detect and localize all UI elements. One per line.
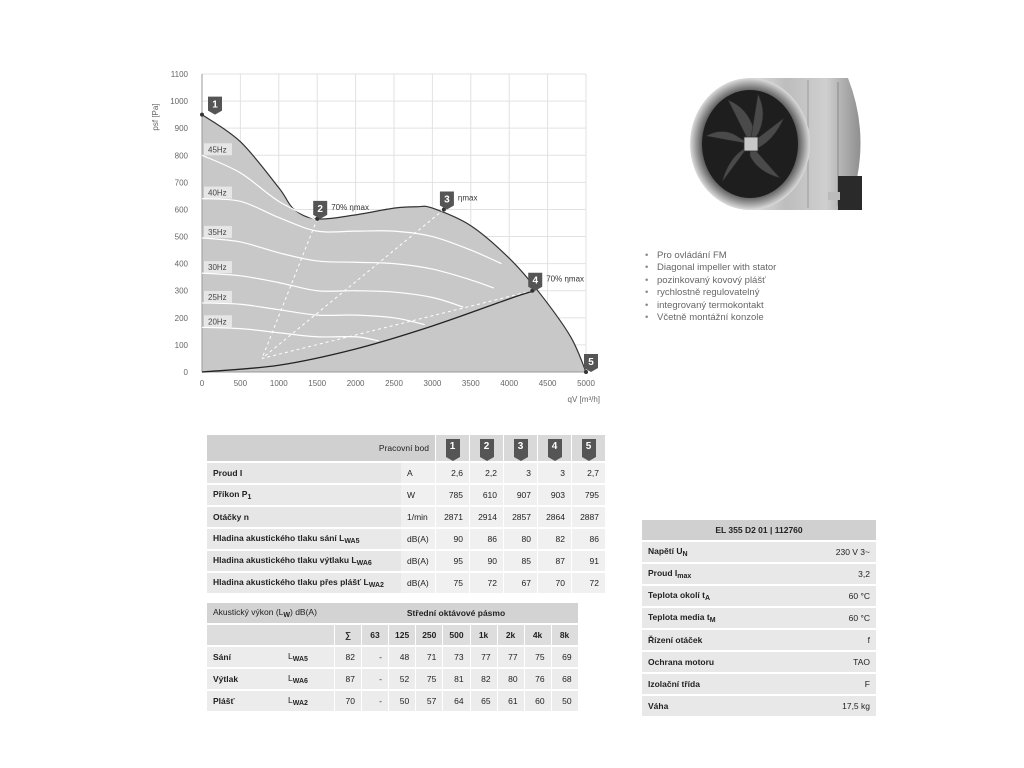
ops-point-cell (538, 435, 572, 462)
acoustic-row-label: Plášť (207, 690, 282, 712)
y-tick-label: 1100 (170, 70, 188, 79)
acoustic-value: 77 (497, 646, 524, 668)
bullet: • (645, 262, 649, 274)
ops-value: 72 (572, 572, 606, 594)
spec-label-cell (642, 629, 758, 651)
octave-column: ∑ (335, 624, 362, 646)
acoustic-title-row (207, 603, 578, 624)
x-tick-label: 500 (233, 379, 248, 388)
octave-column: 8k (551, 624, 578, 646)
feature-item (645, 275, 776, 287)
point-number: 3 (444, 194, 450, 206)
ops-header-row (207, 435, 605, 462)
ops-value: 82 (538, 528, 572, 550)
ops-value: 2887 (572, 506, 606, 528)
ops-label-cell (207, 528, 401, 550)
ops-label: Proud I (213, 468, 243, 478)
acoustic-value: 75 (416, 668, 443, 690)
y-tick-label: 700 (174, 178, 188, 188)
acoustic-value: 50 (389, 690, 416, 712)
x-tick-label: 2500 (385, 379, 403, 388)
spec-value: 60 °C (758, 585, 876, 607)
feature-item (645, 262, 776, 274)
ops-label: Hladina akustického tlaku výtlaku L (213, 555, 357, 565)
ops-row (207, 572, 605, 594)
ops-value: 795 (572, 484, 606, 506)
spec-value: 17,5 kg (758, 695, 876, 717)
point-note: 70% ηmax (331, 202, 369, 212)
ops-label-sub: WA6 (356, 560, 372, 567)
acoustic-title-sub: W (283, 612, 290, 619)
x-tick-label: 3000 (423, 379, 442, 388)
x-tick-label: 2000 (346, 379, 365, 388)
point-note: 70% ηmax (546, 274, 585, 284)
spec-value: TAO (758, 651, 876, 673)
spec-label-cell (642, 695, 758, 717)
y-tick-label: 400 (174, 259, 188, 269)
acoustic-symbol: L (288, 673, 293, 683)
ops-value: 3 (538, 462, 572, 484)
point-badge: 1 (446, 439, 460, 457)
ops-value: 907 (504, 484, 538, 506)
ops-value: 2,7 (572, 462, 606, 484)
feature-text: rychlostně regulovatelný (657, 287, 760, 299)
spec-label-sub: max (677, 573, 692, 580)
octave-column: 500 (443, 624, 470, 646)
ops-value: 85 (504, 550, 538, 572)
spec-label-cell (642, 541, 758, 563)
acoustic-value: 60 (524, 690, 551, 712)
ops-label-sub: 1 (247, 494, 252, 501)
y-tick-label: 800 (174, 151, 188, 161)
ops-value: 785 (436, 484, 470, 506)
acoustic-title-cell (207, 603, 335, 624)
acoustic-value: 82 (335, 646, 362, 668)
y-tick-label: 600 (174, 205, 188, 215)
ops-value: 91 (572, 550, 606, 572)
acoustic-symbol: L (288, 651, 293, 661)
acoustic-value: - (362, 690, 389, 712)
spec-label: Teplota okolí t (648, 590, 705, 600)
y-tick-label: 900 (174, 124, 188, 134)
ops-point-cell (504, 435, 538, 462)
acoustic-value: 69 (551, 646, 578, 668)
spec-value: f (758, 629, 876, 651)
ops-row (207, 528, 605, 550)
spec-row (642, 541, 876, 563)
ops-unit: A (401, 462, 436, 484)
ops-value: 2,6 (436, 462, 470, 484)
ops-row (207, 506, 605, 528)
spec-label-cell (642, 585, 758, 607)
acoustic-row-label: Výtlak (207, 668, 282, 690)
y-tick-label: 200 (174, 313, 188, 323)
ops-value: 3 (504, 462, 538, 484)
spec-label: Izolační třída (648, 679, 700, 689)
feature-item (645, 250, 776, 262)
ops-value: 2864 (538, 506, 572, 528)
ops-label-cell (207, 506, 401, 528)
x-tick-label: 4500 (538, 379, 557, 388)
acoustic-symbol: L (288, 695, 293, 705)
spec-header-row (642, 520, 876, 541)
x-tick-label: 1500 (308, 379, 327, 388)
ops-label-cell (207, 550, 401, 572)
spec-label: Proud I (648, 568, 678, 578)
spec-label: Ochrana motoru (648, 657, 715, 667)
acoustic-value: - (362, 646, 389, 668)
acoustic-value: 80 (497, 668, 524, 690)
operating-point (200, 113, 204, 117)
ops-label-sub: WA5 (344, 538, 360, 545)
spec-row (642, 629, 876, 651)
speed-label: 35Hz (208, 227, 227, 237)
ops-value: 95 (436, 550, 470, 572)
bullet: • (645, 250, 649, 261)
spec-row (642, 695, 876, 717)
point-badge: 5 (582, 439, 596, 457)
feature-item (645, 312, 776, 324)
x-axis-label: qV [m³/h] (567, 395, 600, 404)
speed-label: 40Hz (208, 188, 227, 198)
ops-value: 80 (504, 528, 538, 550)
point-number: 5 (588, 357, 594, 368)
ops-label: Hladina akustického tlaku přes plášť L (213, 577, 369, 587)
speed-label: 25Hz (208, 292, 227, 302)
spec-label-sub: A (704, 595, 711, 602)
ops-row (207, 484, 605, 506)
spec-row (642, 585, 876, 607)
acoustic-value: 70 (335, 690, 362, 712)
bullet: • (645, 299, 649, 311)
ops-value: 67 (504, 572, 538, 594)
point-badge: 4 (548, 439, 562, 457)
ops-value: 2914 (470, 506, 504, 528)
spec-value: 230 V 3~ (758, 541, 876, 563)
bullet: • (645, 287, 649, 299)
ops-value: 90 (436, 528, 470, 550)
feature-text: pozinkovaný kovový plášť (657, 274, 766, 286)
acoustic-title: Akustický výkon (L (213, 607, 284, 617)
ops-value: 2857 (504, 506, 538, 528)
ops-value: 903 (538, 484, 572, 506)
ops-unit: 1/min (401, 506, 436, 528)
spec-row (642, 651, 876, 673)
ops-value: 72 (470, 572, 504, 594)
acoustic-col-row (207, 624, 578, 646)
spec-row (642, 673, 876, 695)
spec-value: 60 °C (758, 607, 876, 629)
octave-column: 4k (524, 624, 551, 646)
specification-table (642, 520, 876, 718)
y-tick-label: 300 (174, 286, 188, 296)
spec-value: F (758, 673, 876, 695)
feature-text: Pro ovládání FM (657, 250, 727, 261)
spec-label-cell (642, 563, 758, 585)
point-badge: 2 (480, 439, 494, 457)
ops-value: 86 (572, 528, 606, 550)
spec-label: Váha (648, 701, 669, 711)
spec-row (642, 607, 876, 629)
acoustic-value: 65 (470, 690, 497, 712)
ops-label-cell (207, 462, 401, 484)
ops-point-cell (470, 435, 504, 462)
point-number: 4 (532, 275, 539, 287)
speed-label: 20Hz (208, 317, 227, 327)
y-axis-label: psf [Pa] (151, 103, 160, 131)
ops-label: Otáčky n (213, 512, 249, 522)
acoustic-value: 76 (524, 668, 551, 690)
spec-label-cell (642, 673, 758, 695)
x-tick-label: 4000 (500, 379, 519, 388)
feature-text: integrovaný termokontakt (657, 299, 764, 311)
ops-header-cell (207, 435, 436, 462)
spec-label-cell (642, 607, 758, 629)
acoustic-row (207, 690, 578, 712)
octave-column: 125 (389, 624, 416, 646)
point-note: ηmax (457, 193, 478, 203)
feature-item (645, 287, 776, 299)
acoustic-value: 50 (551, 690, 578, 712)
acoustic-value: 71 (416, 646, 443, 668)
octave-column: 2k (497, 624, 524, 646)
octave-band-title: Střední oktávové pásmo (335, 603, 578, 624)
ops-value: 2871 (436, 506, 470, 528)
point-badge: 3 (514, 439, 528, 457)
acoustic-value: 52 (389, 668, 416, 690)
feature-item (645, 300, 776, 312)
bullet: • (645, 311, 649, 323)
acoustic-value: 82 (470, 668, 497, 690)
ops-label: Příkon P (213, 489, 248, 499)
acoustic-value: 48 (389, 646, 416, 668)
ops-label: Hladina akustického tlaku sání L (213, 533, 345, 543)
octave-column: 250 (416, 624, 443, 646)
acoustic-value: 87 (335, 668, 362, 690)
acoustic-value: 81 (443, 668, 470, 690)
operating-point (584, 370, 588, 374)
y-tick-label: 1000 (170, 97, 188, 107)
ops-label-cell (207, 572, 401, 594)
ops-unit: dB(A) (401, 528, 436, 550)
x-tick-label: 3500 (461, 379, 480, 388)
octave-column: 1k (470, 624, 497, 646)
ops-unit: W (401, 484, 436, 506)
spec-value: 3,2 (758, 563, 876, 585)
speed-label: 30Hz (208, 263, 227, 273)
acoustic-symbol-cell (282, 646, 335, 668)
spec-label: Řízení otáček (648, 635, 703, 645)
acoustic-value: 57 (416, 690, 443, 712)
spec-title: EL 355 D2 01 | 112760 (642, 520, 876, 541)
acoustic-value: - (362, 668, 389, 690)
acoustic-symbol-sub: WA6 (292, 678, 308, 685)
point-number: 2 (317, 203, 323, 215)
ops-value: 75 (436, 572, 470, 594)
acoustic-title-end: ) dB(A) (290, 607, 317, 617)
acoustic-symbol-cell (282, 668, 335, 690)
spec-row (642, 563, 876, 585)
acoustic-value: 75 (524, 646, 551, 668)
fan-product-image (688, 70, 878, 235)
acoustic-value: 64 (443, 690, 470, 712)
acoustic-row (207, 668, 578, 690)
spec-label: Napětí U (648, 546, 683, 556)
ops-value: 87 (538, 550, 572, 572)
ops-unit: dB(A) (401, 572, 436, 594)
ops-unit: dB(A) (401, 550, 436, 572)
acoustic-value: 73 (443, 646, 470, 668)
acoustic-symbol-sub: WA2 (292, 700, 308, 707)
speed-label: 45Hz (208, 145, 227, 155)
octave-column: 63 (362, 624, 389, 646)
acoustic-value: 61 (497, 690, 524, 712)
spec-label-sub: N (682, 551, 688, 558)
feature-list (645, 250, 776, 324)
acoustic-power-table (207, 603, 578, 713)
ops-value: 2,2 (470, 462, 504, 484)
ops-value: 610 (470, 484, 504, 506)
bullet: • (645, 274, 649, 286)
ops-label-cell (207, 484, 401, 506)
ops-point-cell (436, 435, 470, 462)
acoustic-row (207, 646, 578, 668)
ops-row (207, 550, 605, 572)
x-tick-label: 0 (199, 379, 205, 388)
x-tick-label: 5000 (577, 379, 595, 388)
acoustic-symbol-cell (282, 690, 335, 712)
y-tick-label: 100 (174, 340, 188, 350)
ops-label-sub: WA2 (368, 582, 384, 589)
spec-label: Teplota media t (648, 612, 710, 622)
ops-value: 86 (470, 528, 504, 550)
x-tick-label: 1000 (269, 379, 288, 388)
feature-text: Diagonal impeller with stator (657, 262, 777, 274)
point-number: 1 (212, 99, 218, 111)
ops-point-cell (572, 435, 606, 462)
ops-header-label: Pracovní bod (378, 443, 429, 453)
operating-points-table (207, 435, 605, 595)
y-tick-label: 500 (174, 232, 188, 242)
acoustic-symbol-sub: WA5 (292, 656, 308, 663)
ops-row (207, 462, 605, 484)
feature-text: Včetně montážní konzole (657, 311, 764, 323)
empty-cell (207, 624, 335, 646)
performance-chart (150, 62, 620, 412)
acoustic-value: 68 (551, 668, 578, 690)
spec-label-sub: M (709, 617, 716, 624)
acoustic-row-label: Sání (207, 646, 282, 668)
spec-label-cell (642, 651, 758, 673)
y-tick-label: 0 (183, 368, 188, 377)
ops-value: 90 (470, 550, 504, 572)
acoustic-value: 77 (470, 646, 497, 668)
ops-value: 70 (538, 572, 572, 594)
